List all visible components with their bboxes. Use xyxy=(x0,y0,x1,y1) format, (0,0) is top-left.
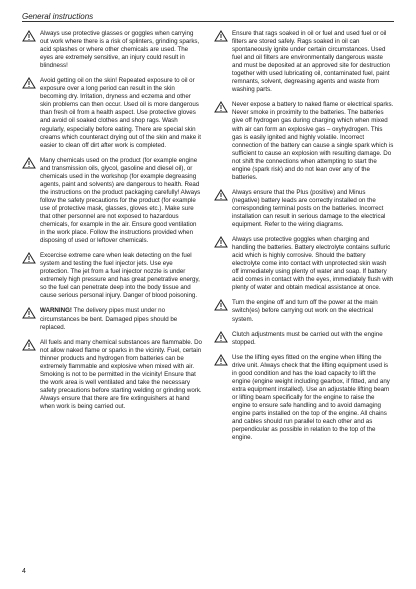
warning-triangle-icon xyxy=(22,252,36,264)
warning-triangle-icon xyxy=(214,236,228,248)
warning-body: The delivery pipes must under no circumstances be bent. Damaged pipes should be replaced. xyxy=(40,307,178,331)
warning-item xyxy=(214,30,394,94)
warning-text: Use the lifting eyes fitted on the engine when lifting the drive unit. Always check that the lifting equipment used is in good condition and has the load capacity to lift the engine (engine weight including gearbox, if fitted, and any extra equipment installed). Use an adjustable lifting beam or lifting beam specifically for the engine to raise the engine to ensure safe handling and to avoid damaging engine parts installed on the top of the engine. All chains and cables should run parallel to each other and as perpendicular as possible in relation to the top of the engine. xyxy=(232,353,390,442)
warning-item xyxy=(214,189,394,229)
warning-item xyxy=(214,299,394,323)
warning-item xyxy=(214,354,394,443)
warning-text: Never expose a battery to naked flame or electrical sparks. Never smoke in proximity to the batteries. The batteries give off hydrogen gas during charging which when mixed with air can form an explosive gas – oxyhydrogen. This gas is easily ignited and highly volatile. Incorrect connection of the battery can cause a single spark which is sufficient to cause an explosion with resulting damage. Do not shift the connections when attempting to start the engine (spark risk) and do not lean over any of the batteries. xyxy=(232,101,394,181)
warning-triangle-icon xyxy=(22,77,36,89)
warning-item xyxy=(22,252,202,300)
warning-item xyxy=(214,101,394,181)
warning-triangle-icon xyxy=(214,189,228,201)
warning-text: Always ensure that the Plus (positive) and Minus (negative) battery leads are correctly installed on the corresponding terminal posts on the batteries. Incorrect installation can result in serious damage to the electrical equipment. Refer to the wiring diagrams. xyxy=(232,188,386,229)
warning-text: Ensure that rags soaked in oil or fuel and used fuel or oil filters are stored safely. Rags soaked in oil can spontaneously ignite under certain circumstances. Used fuel and oil filters are environmentally dangerous waste and must be deposited at an approved site for destruction together with used lubricating oil, contaminated fuel, paint remnants, solvent, degreasing agents and waste from washing parts. xyxy=(232,30,390,94)
warning-triangle-icon xyxy=(22,307,36,319)
right-column xyxy=(214,30,394,449)
warning-text: Excercise extreme care when leak detecting on the fuel system and testing the fuel injector jets. Use eye protection. The jet from a fuel injector nozzle is under extremely high pressure and has great penetrative energy, so the fuel can penetrate deep into the body tissue and cause serious personal injury. Danger of blood poisoning. xyxy=(40,252,200,300)
warning-item xyxy=(22,157,202,246)
page-number: 4 xyxy=(22,568,26,575)
warning-item xyxy=(214,331,394,347)
warning-triangle-icon xyxy=(214,299,228,311)
warning-text xyxy=(40,307,202,331)
warning-triangle-icon xyxy=(214,30,228,42)
warning-item xyxy=(22,30,202,70)
warning-item xyxy=(214,236,394,292)
warning-item xyxy=(22,339,202,411)
warning-text: Clutch adjustments must be carried out with the engine stopped. xyxy=(232,330,383,346)
warning-triangle-icon xyxy=(22,30,36,42)
warning-text: All fuels and many chemical substances are flammable. Do not allow naked flame or sparks in the vicinity. Fuel, certain thinner products and hydrogen from batteries can be extremely flammable and explosive when mixed with air. Smoking is not to be permitted in the vicinity! Ensure that the work area is well ventilated and take the necessary safety precautions before starting welding or grinding work. Always ensure that there are fire extinguishers at hand when work is being carried out. xyxy=(40,338,202,410)
warning-text: Always use protective glasses or goggles when carrying out work where there is a risk of splinters, grinding sparks, acid splashes or where other chemicals are used. The eyes are extremely sensitive, an injury could result in blindness! xyxy=(40,30,200,70)
warning-text: Avoid getting oil on the skin! Repeated exposure to oil or exposure over a long period can result in the skin becoming dry. Irritation, dryness and eczema and other skin problems can then occur. Used oil is more dangerous than fresh oil from a health aspect. Use protective gloves and avoid oil soaked clothes and shop rags. Wash regularly, especially before eating. There are special skin creams which counteract drying out of the skin and make it easier to clean off dirt after work is completed. xyxy=(40,77,201,149)
warning-triangle-icon xyxy=(214,354,228,366)
warning-triangle-icon xyxy=(214,101,228,113)
warning-item xyxy=(22,77,202,149)
header-title: General instructions xyxy=(22,12,94,21)
page-header xyxy=(22,6,394,22)
warning-text: Turn the engine off and turn off the power at the main switch(es) before carrying out work on the electrical system. xyxy=(232,299,378,323)
warning-text: Always use protective goggles when charging and handling the batteries. Battery electrolyte contains sulfuric acid which is highly corrosive. Should the battery electrolyte come into contact with unprotected skin wash off immediately using plenty of water and soap. If battery acid comes in contact with the eyes, immediately flush with plenty of water and obtain medical assistance at once. xyxy=(232,236,394,292)
warning-triangle-icon xyxy=(214,331,228,343)
warning-triangle-icon xyxy=(22,339,36,351)
warning-item xyxy=(22,307,202,331)
warning-label: WARNING! xyxy=(40,307,72,315)
warning-triangle-icon xyxy=(22,157,36,169)
warning-text: Many chemicals used on the product (for example engine and transmission oils, glycol, gasoline and diesel oil), or chemicals used in the workshop (for example degreasing agents, paint and solvents) are dangerous to health. Read the instructions on the product packaging carefully! Always follow the safety precautions for the product (for example use of protective mask, glasses, gloves etc.). Make sure that other personnel are not exposed to hazardous chemicals, for example in the air. Ensure good ventilation in the work place. Follow the instructions provided when disposing of used or leftover chemicals. xyxy=(40,156,201,245)
left-column xyxy=(22,30,202,418)
